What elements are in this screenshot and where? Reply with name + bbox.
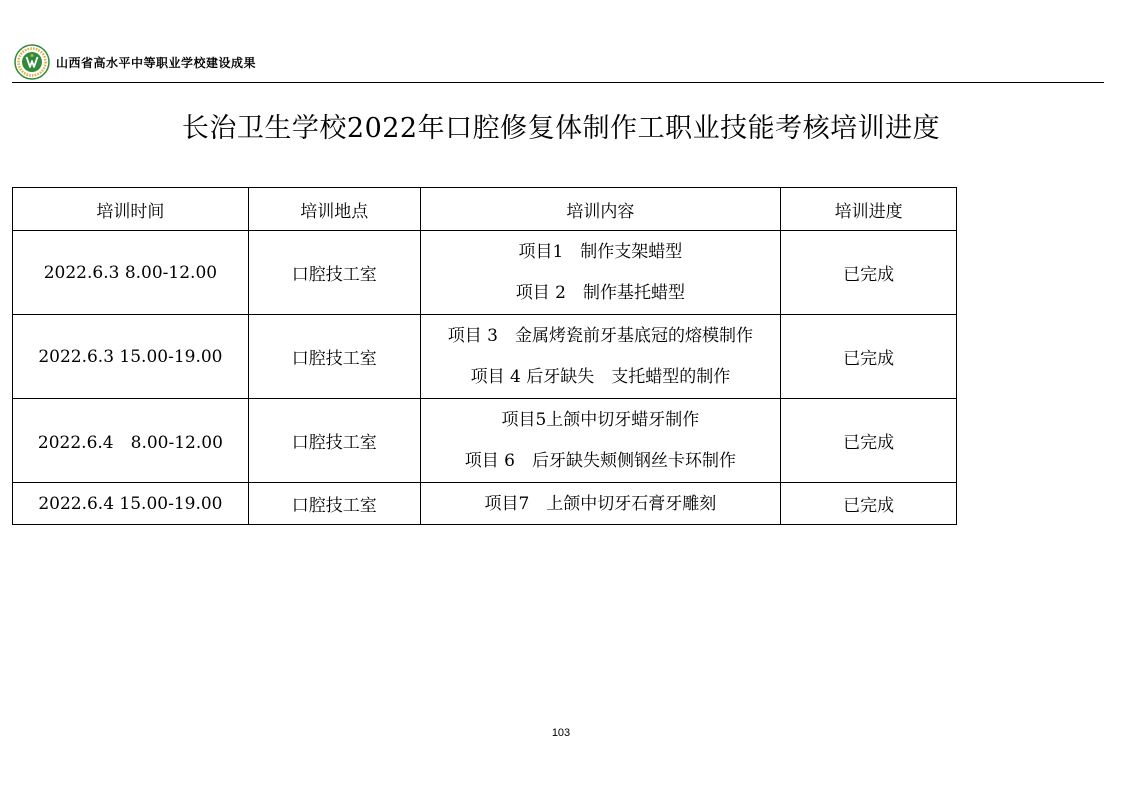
header-text: 山西省高水平中等职业学校建设成果 <box>56 55 257 70</box>
content-item: 项目7 上颌中切牙石膏牙雕刻 <box>484 493 717 514</box>
column-header-time: 培训时间 <box>13 188 249 231</box>
table-row <box>13 399 957 483</box>
content-item: 项目5上颌中切牙蜡牙制作 <box>501 410 700 430</box>
content-item: 项目1 制作支架蜡型 <box>518 242 683 262</box>
cell-location: 口腔技工室 <box>248 399 420 483</box>
content-item: 项目 4 后牙缺失 支托蜡型的制作 <box>470 367 731 387</box>
column-header-location: 培训地点 <box>248 188 420 231</box>
cell-time: 2022.6.3 8.00-12.00 <box>13 231 249 315</box>
cell-status: 已完成 <box>781 483 957 525</box>
cell-time: 2022.6.4 8.00-12.00 <box>13 399 249 483</box>
table-row <box>13 483 957 525</box>
column-header-content: 培训内容 <box>420 188 781 231</box>
table-row <box>13 231 957 315</box>
cell-location: 口腔技工室 <box>248 483 420 525</box>
cell-content <box>420 399 781 483</box>
cell-location: 口腔技工室 <box>248 231 420 315</box>
school-emblem-icon <box>14 44 50 80</box>
cell-status: 已完成 <box>781 231 957 315</box>
cell-status: 已完成 <box>781 315 957 399</box>
cell-content <box>420 231 781 315</box>
page-header <box>14 44 256 80</box>
content-item: 项目 2 制作基托蜡型 <box>515 283 685 303</box>
table-row <box>13 315 957 399</box>
cell-status: 已完成 <box>781 399 957 483</box>
cell-time: 2022.6.4 15.00-19.00 <box>13 483 249 525</box>
cell-content <box>420 315 781 399</box>
cell-content <box>420 483 781 525</box>
header-divider <box>12 82 1104 83</box>
content-item: 项目 3 金属烤瓷前牙基底冠的熔模制作 <box>447 326 753 346</box>
cell-time: 2022.6.3 15.00-19.00 <box>13 315 249 399</box>
table-header-row <box>13 188 957 231</box>
training-progress-table <box>12 187 957 525</box>
page-title: 长治卫生学校2022年口腔修复体制作工职业技能考核培训进度 <box>181 113 941 144</box>
page-number: 103 <box>551 727 571 739</box>
column-header-status: 培训进度 <box>781 188 957 231</box>
content-item: 项目 6 后牙缺失颊侧钢丝卡环制作 <box>464 451 736 471</box>
cell-location: 口腔技工室 <box>248 315 420 399</box>
